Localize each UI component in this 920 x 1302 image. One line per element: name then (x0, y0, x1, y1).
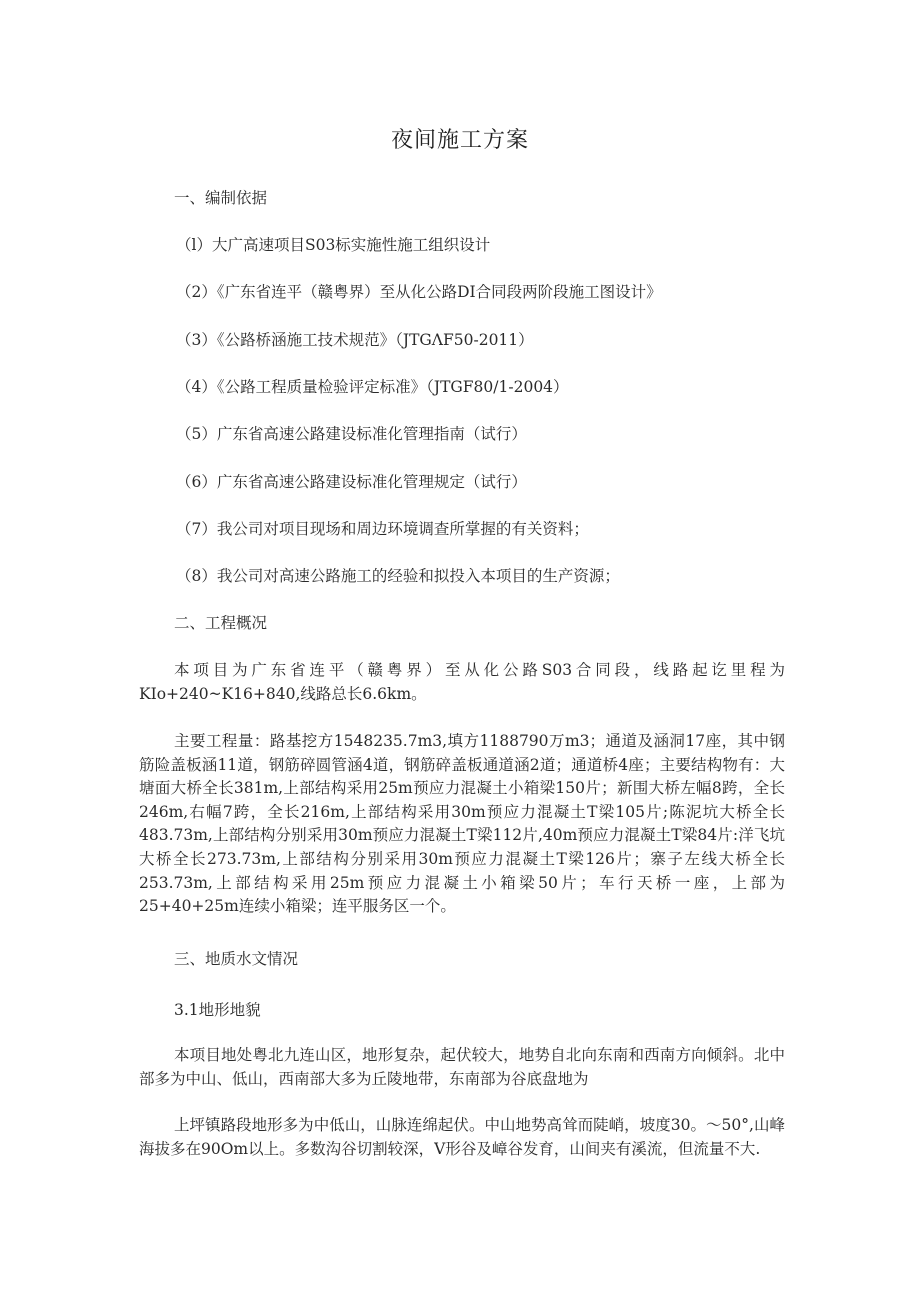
subsection-heading-terrain: 3.1地形地貌 (174, 1001, 261, 1019)
overview-paragraph: 本项目为广东省连平（赣粤界）至从化公路S03合同段，线路起讫里程为KIo+240~K16+840,线路总长6.6km。 (139, 661, 785, 703)
terrain-paragraph: 本项目地处粤北九连山区，地形复杂，起伏较大，地势自北向东南和西南方向倾斜。北中部多为中山、低山，西南部大多为丘陵地带，东南部为谷底盘地为 (139, 1046, 785, 1088)
document-title: 夜间施工方案 (390, 128, 529, 153)
list-item: （8）我公司对高速公路施工的经验和拟投入本项目的生产资源； (176, 567, 620, 585)
list-item: （6）广东省高速公路建设标准化管理规定（试行） (176, 473, 527, 491)
list-item: （2）《广东省连平（赣粤界）至从化公路DI合同段两阶段施工图设计》 (176, 283, 662, 301)
list-item: （l）大广高速项目S03标实施性施工组织设计 (176, 236, 491, 254)
quantities-paragraph: 主要工程量：路基挖方1548235.7m3,填方1188790万m3；通道及涵洞17座，其中钢筋险盖板涵11道，钢筋碎圆管涵4道，钢筋碎盖板通道涵2道；通道桥4座；主要结构物有：大塘面大桥全长381m,上部结构采用25m预应力混凝土小箱梁150片；新围大桥左幅8跨，全长246m,右幅7跨，全长216m,上部结构采用30m预应力混凝土T梁105片;陈泥坑大桥全长483.73m,上部结构分别采用30m预应力混凝土T梁112片,40m预应力混凝土T梁84片:洋飞坑大桥全长273.73m,上部结构分别采用30m预应力混凝土T梁126片；寨子左线大桥全长253.73m,上部结构采用25m预应力混凝土小箱梁50片；车行天桥一座，上部为25+40+25m连续小箱梁；连平服务区一个。 (139, 732, 785, 916)
section-heading-overview: 二、工程概况 (174, 614, 268, 632)
list-item: （4）《公路工程质量检验评定标准》（JTGF80/1-2004） (176, 378, 569, 396)
section-heading-geology: 三、地质水文情况 (174, 950, 299, 968)
list-item: （7）我公司对项目现场和周边环境调查所掌握的有关资料； (176, 520, 589, 538)
shangping-paragraph: 上坪镇路段地形多为中低山，山脉连绵起伏。中山地势高耸而陡峭，坡度30。～50°,山峰海拔多在90Om以上。多数沟谷切割较深，V形谷及嶂谷发育，山间夹有溪流，但流量不大. (139, 1116, 785, 1158)
list-item: （5）广东省高速公路建设标准化管理指南（试行） (176, 425, 527, 443)
section-heading-basis: 一、编制依据 (174, 189, 268, 207)
list-item: （3）《公路桥涵施工技术规范》（JTGΛF50-2011） (176, 331, 534, 349)
